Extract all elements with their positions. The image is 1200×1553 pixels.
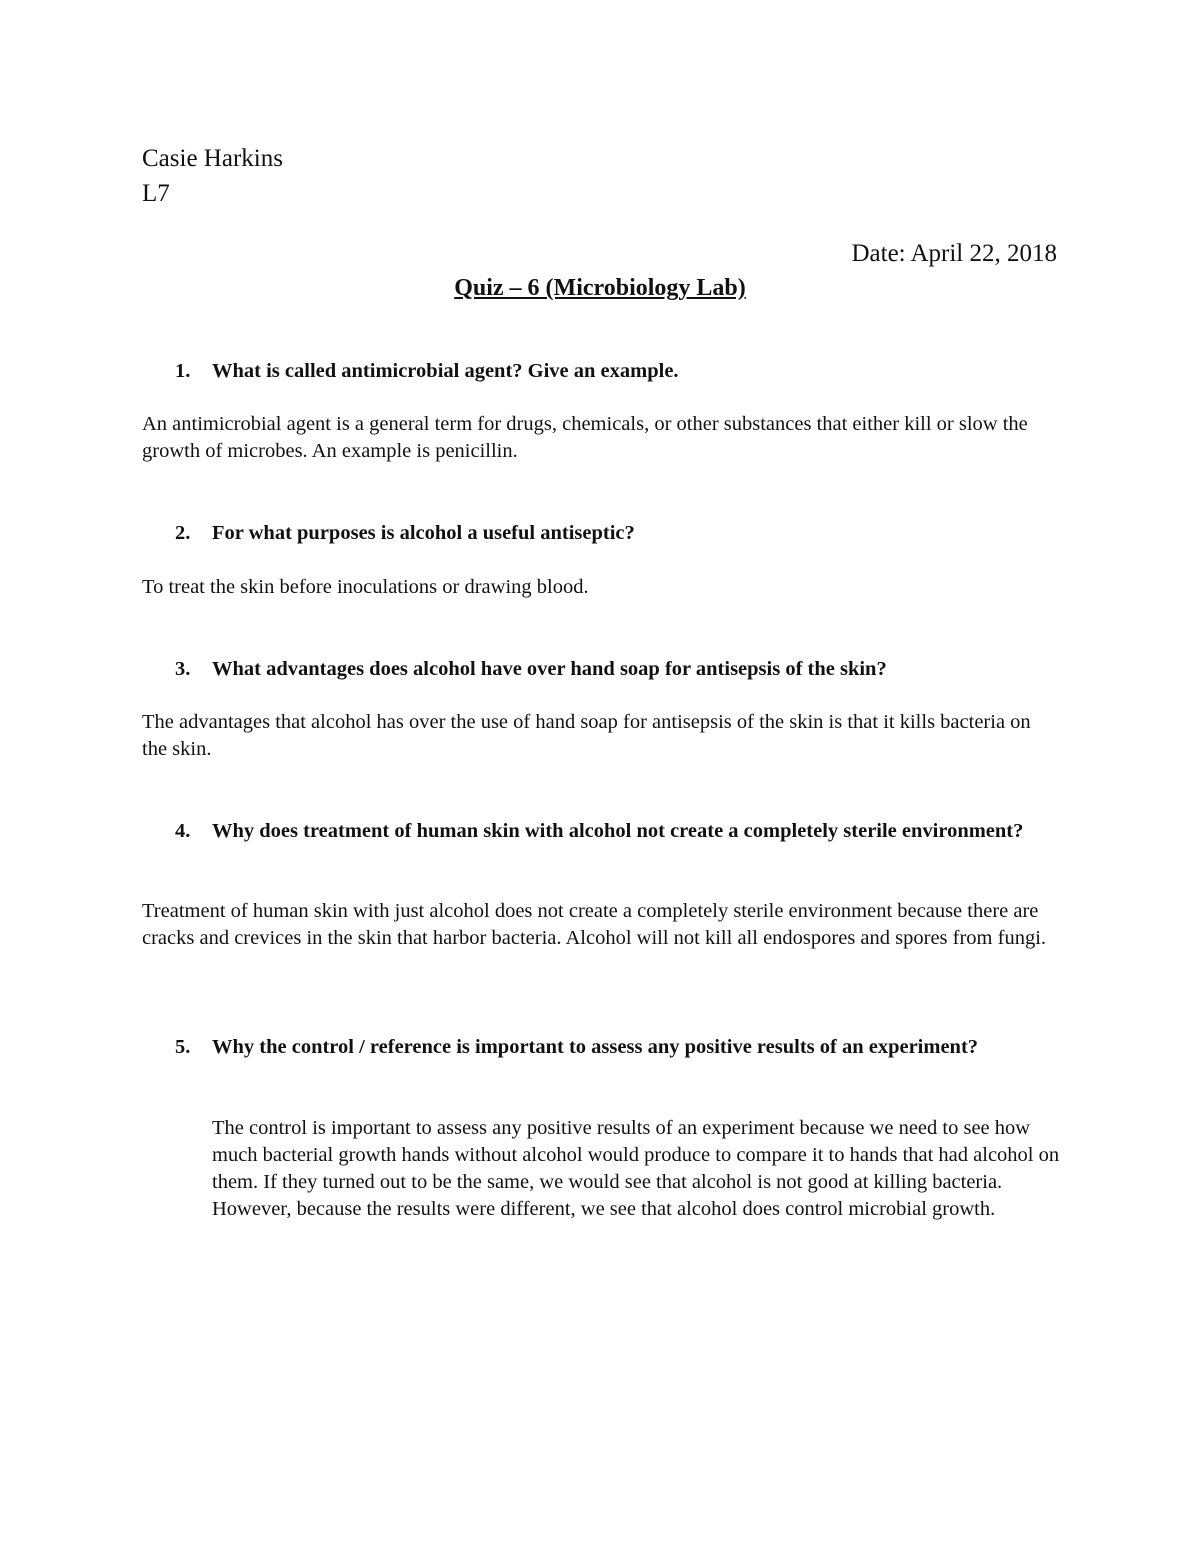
answer-5: The control is important to assess any positive results of an experiment because we need to see how much bacterial growth hands without alcohol would produce to compare it to hands that had alcohol on them. If they turned out to be the same, we would see that alcohol is not good at killing bacteria. However, because the results were different, we see that alcohol does control microbial growth.	[212, 1117, 1060, 1220]
question-1	[175, 358, 1055, 385]
question-text: For what purposes is alcohol a useful antiseptic?	[212, 522, 635, 544]
question-number: 4.	[175, 820, 191, 842]
question-text: What is called antimicrobial agent? Give an example.	[212, 360, 679, 382]
question-number: 5.	[175, 1036, 191, 1058]
answer-4: Treatment of human skin with just alcohol does not create a completely sterile environment because there are cracks and crevices in the skin that harbor bacteria. Alcohol will not kill all endospores and spores from fungi.	[142, 900, 1047, 949]
page-title: Quiz – 6 (Microbiology Lab)	[454, 275, 746, 301]
question-text: What advantages does alcohol have over hand soap for antisepsis of the skin?	[212, 658, 887, 680]
student-name: Casie Harkins	[142, 145, 283, 172]
quiz-date: Date: April 22, 2018	[851, 240, 1057, 267]
question-text: Why the control / reference is important to assess any positive results of an experiment?	[212, 1036, 979, 1058]
answer-2: To treat the skin before inoculations or drawing blood.	[142, 576, 589, 598]
question-4	[175, 818, 1055, 845]
answer-1: An antimicrobial agent is a general term for drugs, chemicals, or other substances that either kill or slow the growth of microbes. An example is penicillin.	[142, 413, 1028, 462]
question-3	[175, 656, 1055, 683]
question-text: Why does treatment of human skin with alcohol not create a completely sterile environment?	[212, 820, 1024, 842]
answer-3: The advantages that alcohol has over the use of hand soap for antisepsis of the skin is that it kills bacteria on the skin.	[142, 711, 1031, 760]
question-5	[175, 1034, 1055, 1061]
question-number: 1.	[175, 360, 191, 382]
question-number: 3.	[175, 658, 191, 680]
question-2	[175, 520, 1055, 547]
class-section: L7	[142, 180, 170, 207]
question-number: 2.	[175, 522, 191, 544]
